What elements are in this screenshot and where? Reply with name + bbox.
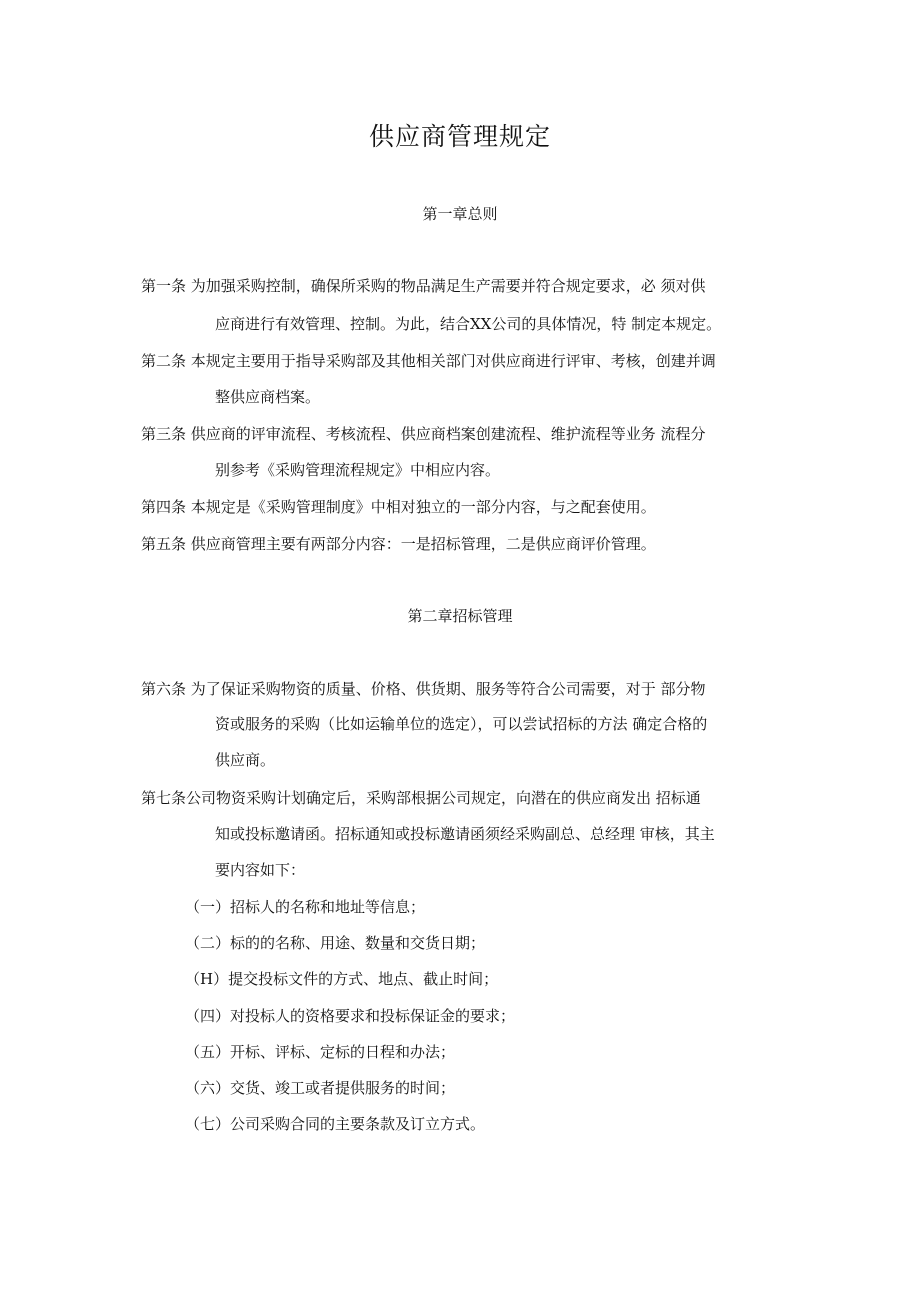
- chapter-1-heading: 第一章总则: [422, 205, 498, 223]
- article-3-line-1: 第三条 供应商的评审流程、考核流程、供应商档案创建流程、维护流程等业务 流程分: [141, 425, 706, 443]
- article-6-line-3: 供应商。: [215, 751, 276, 769]
- article-7-line-2: 知或投标邀请函。招标通知或投标邀请函须经采购副总、总经理 审核，其主: [215, 825, 715, 843]
- list-item: （六）交货、竣工或者提供服务的时间；: [185, 1079, 456, 1097]
- list-item: （H）提交投标文件的方式、地点、截止时间；: [185, 970, 499, 988]
- list-item: （二）标的的名称、用途、数量和交货日期；: [185, 934, 486, 952]
- list-item: （五）开标、评标、定标的日程和办法；: [185, 1043, 456, 1061]
- list-item: （七）公司采购合同的主要条款及订立方式。: [185, 1115, 486, 1133]
- article-3-line-2: 别参考《采购管理流程规定》中相应内容。: [215, 461, 501, 479]
- article-6-line-2: 资或服务的采购（比如运输单位的选定），可以尝试招标的方法 确定合格的: [215, 715, 708, 733]
- article-2-line-2: 整供应商档案。: [215, 388, 321, 406]
- article-7-line-1: 第七条公司物资采购计划确定后，采购部根据公司规定，向潜在的供应商发出 招标通: [141, 789, 701, 807]
- article-1-line-2: 应商进行有效管理、控制。为此，结合XX公司的具体情况，特 制定本规定。: [215, 315, 722, 333]
- article-7-line-3: 要内容如下：: [215, 861, 306, 879]
- article-4-line-1: 第四条 本规定是《采购管理制度》中相对独立的一部分内容，与之配套使用。: [141, 498, 656, 516]
- chapter-2-heading: 第二章招标管理: [407, 607, 513, 625]
- article-1-line-1: 第一条 为加强采购控制，确保所采购的物品满足生产需要并符合规定要求，必 须对供: [141, 277, 706, 295]
- list-item: （四）对投标人的资格要求和投标保证金的要求；: [185, 1007, 516, 1025]
- article-5-line-1: 第五条 供应商管理主要有两部分内容：一是招标管理，二是供应商评价管理。: [141, 535, 656, 553]
- article-6-line-1: 第六条 为了保证采购物资的质量、价格、供货期、服务等符合公司需要，对于 部分物: [141, 680, 706, 698]
- list-item: （一）招标人的名称和地址等信息；: [185, 898, 426, 916]
- article-2-line-1: 第二条 本规定主要用于指导采购部及其他相关部门对供应商进行评审、考核，创建并调: [141, 352, 716, 370]
- document-title: 供应商管理规定: [368, 122, 551, 151]
